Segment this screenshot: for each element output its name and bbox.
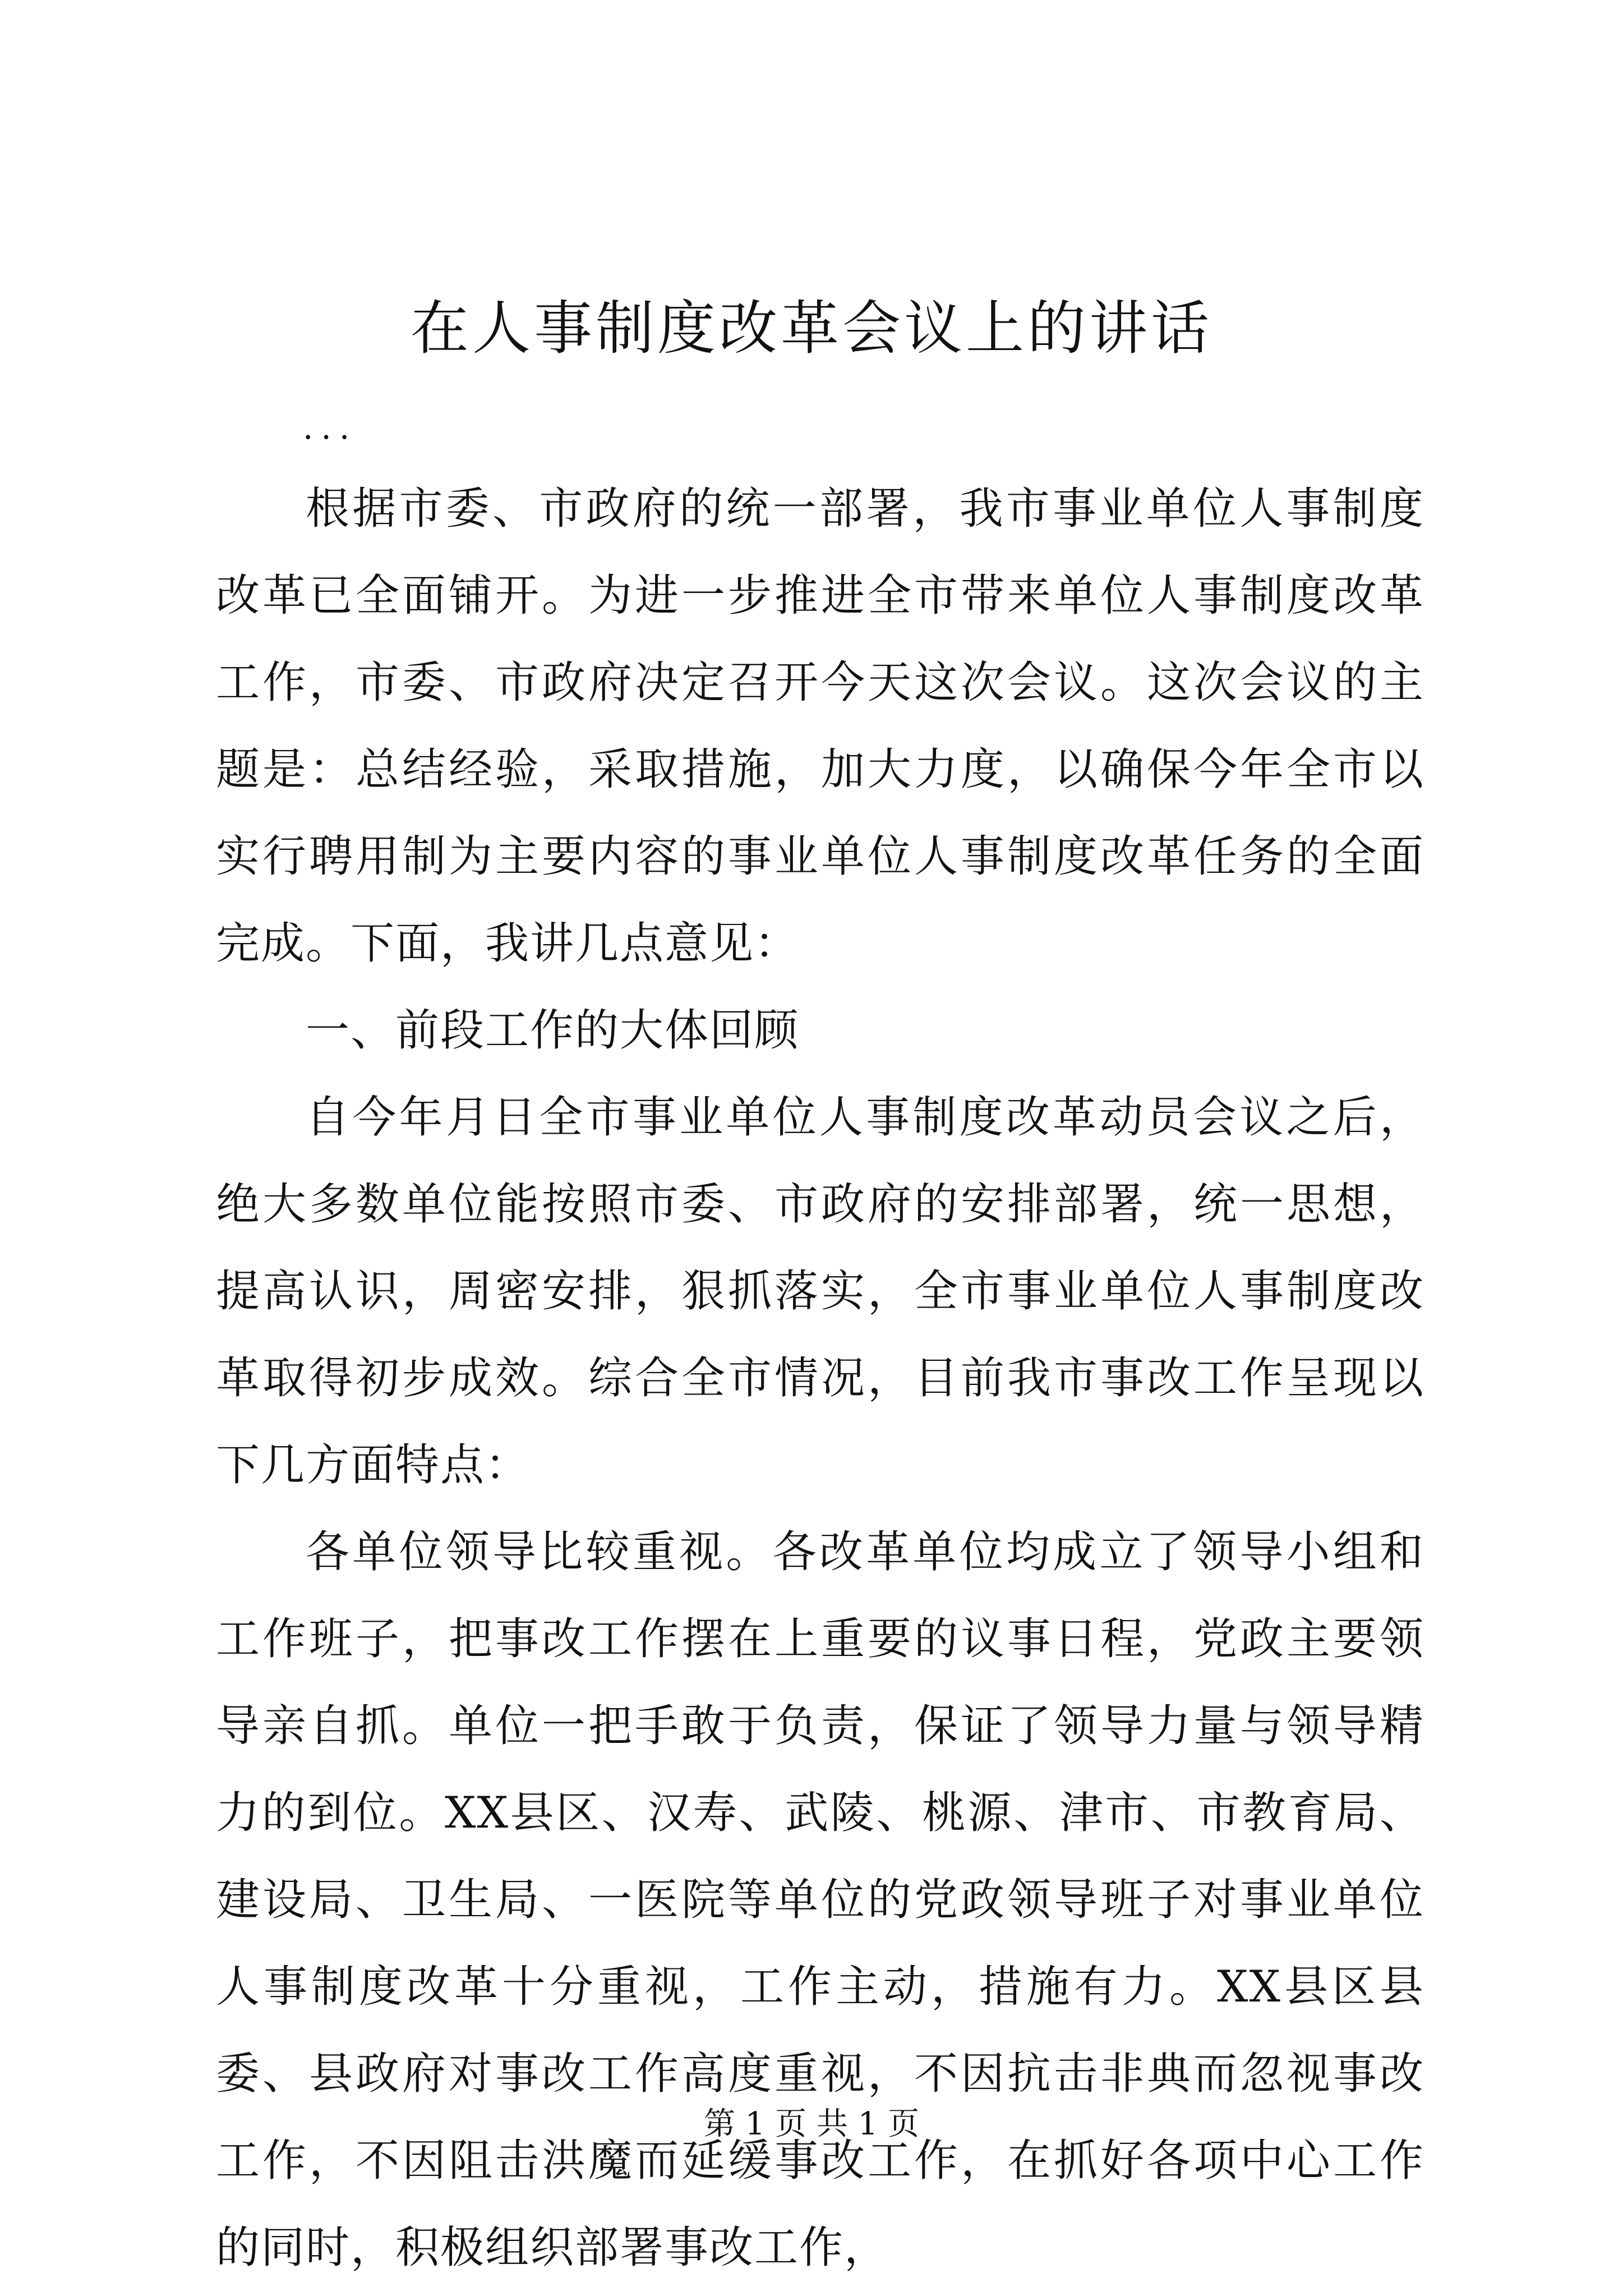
section-heading-review: 一、前段工作的大体回顾 xyxy=(306,1005,800,1056)
paragraph-progress: 自今年月日全市事业单位人事制度改革动员会议之后，绝大多数单位能按照市委、市政府的安排部署，统一思想，提高认识，周密安排，狠抓落实，全市事业单位人事制度改革取得初步成效。综合全市情况，目前我市事改工作呈现以下几方面特点： xyxy=(216,1092,1424,1490)
paragraph-intro: 根据市委、市政府的统一部署，我市事业单位人事制度改革已全面铺开。为进一步推进全市带来单位人事制度改革工作，市委、市政府决定召开今天这次会议。这次会议的主题是：总结经验，采取措施，加大力度，以确保今年全市以实行聘用制为主要内容的事业单位人事制度改革任务的全面完成。下面，我讲几点意见： xyxy=(216,484,1424,969)
paragraph-leadership: 各单位领导比较重视。各改革单位均成立了领导小组和工作班子，把事改工作摆在上重要的议事日程，党政主要领导亲自抓。单位一把手敢于负责，保证了领导力量与领导精力的到位。XX县区、汉寿、武陵、桃源、津市、市教育局、建设局、卫生局、一医院等单位的党政领导班子对事业单位人事制度改革十分重视，工作主动，措施有力。XX县区县委、县政府对事改工作高度重视，不因抗击非典而忽视事改工作，不因阻击洪魔而延缓事改工作，在抓好各项中心工作的同时，积极组织部署事改工作， xyxy=(216,1527,1424,2273)
page-footer: 第 1 页 共 1 页 xyxy=(703,2106,920,2142)
ellipsis-marker: ... xyxy=(303,408,358,447)
document-title: 在人事制度改革会议上的讲话 xyxy=(410,294,1212,362)
document-body xyxy=(216,466,1424,2292)
